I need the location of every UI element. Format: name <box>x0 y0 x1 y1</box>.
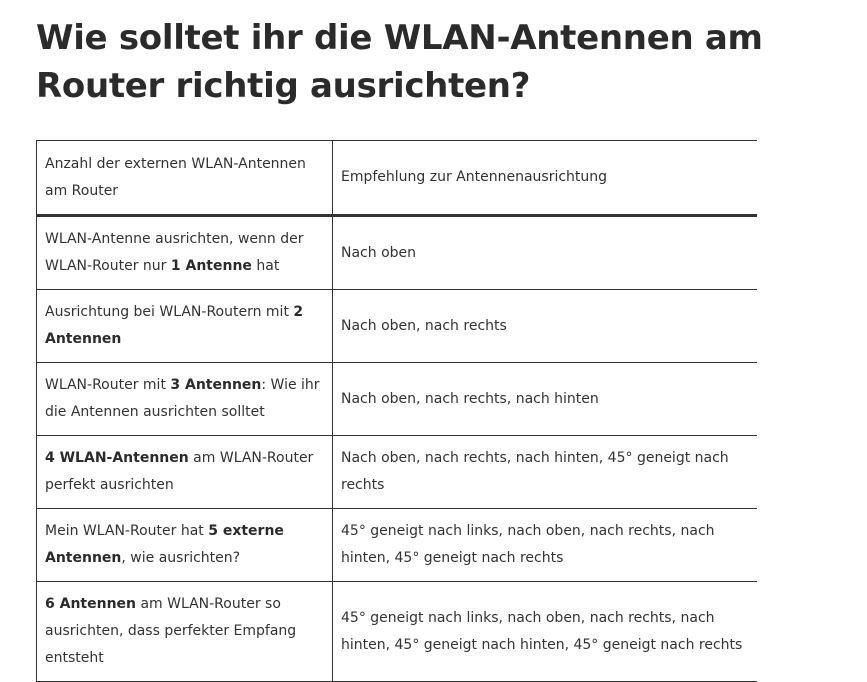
antenna-count-cell <box>37 436 333 509</box>
header-antenna-count: Anzahl der externen WLAN-Antennen am Router <box>37 141 333 216</box>
cell-bold-text: 1 Antenne <box>170 258 252 274</box>
cell-bold-text: 5 externe Antennen <box>45 523 284 566</box>
cell-text: WLAN-Antenne ausrichten, wenn der WLAN-Router nur <box>45 231 304 274</box>
table-row <box>37 216 757 290</box>
recommendation-cell: Nach oben, nach rechts <box>333 290 757 363</box>
cell-bold-text: 2 Antennen <box>45 304 304 347</box>
recommendation-cell: 45° geneigt nach links, nach oben, nach rechts, nach hinten, 45° geneigt nach rechts <box>333 509 757 582</box>
recommendation-cell: Nach oben, nach rechts, nach hinten <box>333 363 757 436</box>
recommendation-cell: 45° geneigt nach links, nach oben, nach rechts, nach hinten, 45° geneigt nach hinten, 45° geneigt nach rechts <box>333 582 757 682</box>
header-recommendation: Empfehlung zur Antennenausrichtung <box>333 141 757 216</box>
antenna-count-cell <box>37 290 333 363</box>
cell-bold-text: 4 WLAN-Antennen <box>45 450 189 466</box>
cell-text: Ausrichtung bei WLAN-Routern mit <box>45 304 294 320</box>
cell-text: Mein WLAN-Router hat <box>45 523 209 539</box>
cell-text: : Wie ihr die Antennen ausrichten solltet <box>45 377 320 420</box>
recommendation-cell: Nach oben, nach rechts, nach hinten, 45° geneigt nach rechts <box>333 436 757 509</box>
table-row <box>37 509 757 582</box>
antenna-count-cell <box>37 582 333 682</box>
antenna-count-cell <box>37 216 333 290</box>
header-row <box>37 141 757 216</box>
page-title: Wie solltet ihr die WLAN-Antennen am Router richtig ausrichten? <box>36 18 763 106</box>
table-header <box>37 141 757 216</box>
cell-bold-text: 6 Antennen <box>45 596 136 612</box>
cell-text: am WLAN-Router so ausrichten, dass perfekter Empfang entsteht <box>45 596 297 666</box>
table-row <box>37 290 757 363</box>
cell-bold-text: 3 Antennen <box>170 377 262 393</box>
recommendation-cell: Nach oben <box>333 216 757 290</box>
table-row <box>37 582 757 682</box>
antenna-count-cell <box>37 509 333 582</box>
antenna-recommendation-table <box>36 140 757 682</box>
antenna-count-cell <box>37 363 333 436</box>
cell-text: , wie ausrichten? <box>121 550 241 566</box>
cell-text: hat <box>251 258 280 274</box>
cell-text: am WLAN-Router perfekt ausrichten <box>45 450 314 493</box>
table-row <box>37 363 757 436</box>
cell-text: WLAN-Router mit <box>45 377 171 393</box>
table-row <box>37 436 757 509</box>
